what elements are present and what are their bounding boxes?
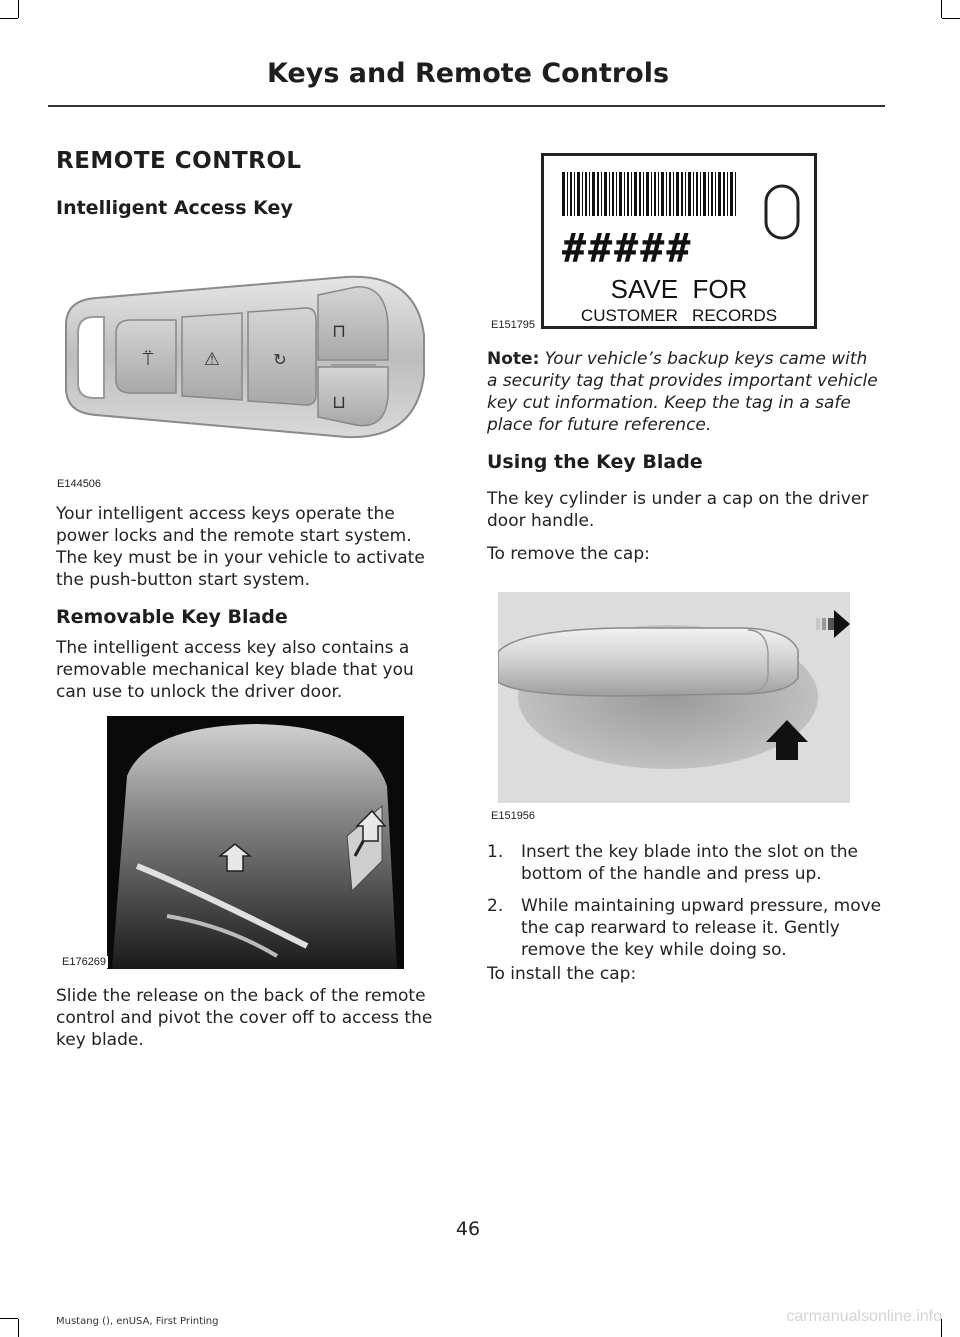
header-rule bbox=[48, 105, 885, 107]
note-label: Note: bbox=[487, 349, 540, 369]
footer-text: Mustang (), enUSA, First Printing bbox=[56, 1316, 219, 1327]
note-text: Your vehicle’s backup keys came with a security tag that provides important vehicle key cut information. Keep the tag in a safe place for future reference. bbox=[487, 349, 878, 435]
tag-code: ##### bbox=[562, 226, 693, 272]
key-fob-illustration bbox=[56, 265, 432, 460]
key-blade-release-illustration bbox=[107, 716, 404, 969]
security-tag-figure bbox=[541, 153, 817, 329]
step-number: 2. bbox=[487, 896, 504, 916]
crop-mark-top-left bbox=[0, 18, 18, 19]
watermark: carmanualsonline.info bbox=[786, 1308, 942, 1325]
figure-label-e176269: E176269 bbox=[62, 956, 107, 968]
install-cap-intro: To install the cap: bbox=[487, 964, 637, 984]
step-item bbox=[487, 895, 882, 961]
svg-text:⊓: ⊓ bbox=[331, 321, 347, 342]
figure-label-e151795: E151795 bbox=[491, 319, 536, 331]
page-header-title: Keys and Remote Controls bbox=[266, 58, 670, 89]
crop-mark-top-right-v bbox=[941, 0, 942, 18]
page-number: 46 bbox=[455, 1218, 481, 1240]
intelligent-key-heading: Intelligent Access Key bbox=[56, 197, 293, 219]
slide-release-paragraph: Slide the release on the back of the remote control and pivot the cover off to access the key blade. bbox=[56, 986, 433, 1050]
step-text: Insert the key blade into the slot on the bottom of the handle and press up. bbox=[521, 842, 859, 884]
step-item bbox=[487, 841, 882, 885]
intro-paragraph: Your intelligent access keys operate the power locks and the remote start system. The key must be in your vehicle to activate the push-button start system. bbox=[56, 504, 425, 590]
svg-text:⚠: ⚠ bbox=[203, 349, 221, 370]
figure-label-e151956: E151956 bbox=[491, 810, 536, 822]
door-handle-figure bbox=[498, 592, 850, 803]
svg-text:⊔: ⊔ bbox=[331, 392, 347, 413]
removable-key-blade-paragraph: The intelligent access key also contains a removable mechanical key blade that you can use to unlock the driver door. bbox=[56, 638, 414, 702]
section-title: REMOTE CONTROL bbox=[56, 148, 302, 174]
tag-line-save-for: SAVE FOR bbox=[610, 274, 748, 304]
using-key-blade-heading: Using the Key Blade bbox=[487, 451, 703, 473]
note-paragraph bbox=[487, 348, 882, 436]
removable-key-blade-heading: Removable Key Blade bbox=[56, 606, 288, 628]
svg-text:↻: ↻ bbox=[273, 350, 287, 369]
crop-mark-top-left-v bbox=[18, 0, 19, 18]
key-cylinder-paragraph: The key cylinder is under a cap on the driver door handle. bbox=[487, 489, 869, 531]
crop-mark-top-right bbox=[942, 18, 960, 19]
step-number: 1. bbox=[487, 842, 504, 862]
remove-cap-steps bbox=[487, 841, 882, 971]
remove-cap-intro: To remove the cap: bbox=[487, 544, 650, 564]
key-fob-figure bbox=[56, 265, 432, 460]
door-handle-illustration bbox=[498, 592, 850, 803]
step-text: While maintaining upward pressure, move the cap rearward to release it. Gently remove the key while doing so. bbox=[521, 896, 882, 960]
forward-arrow-icon bbox=[816, 610, 850, 638]
svg-text:⍡: ⍡ bbox=[142, 349, 154, 370]
key-blade-release-figure bbox=[107, 716, 404, 969]
tag-line-customer-records: CUSTOMER RECORDS bbox=[580, 306, 778, 325]
crop-mark-bottom-left-v bbox=[18, 1319, 19, 1337]
key-ring-hole-icon bbox=[766, 186, 798, 238]
figure-label-e144506: E144506 bbox=[57, 478, 102, 490]
crop-mark-bottom-left bbox=[0, 1318, 18, 1319]
